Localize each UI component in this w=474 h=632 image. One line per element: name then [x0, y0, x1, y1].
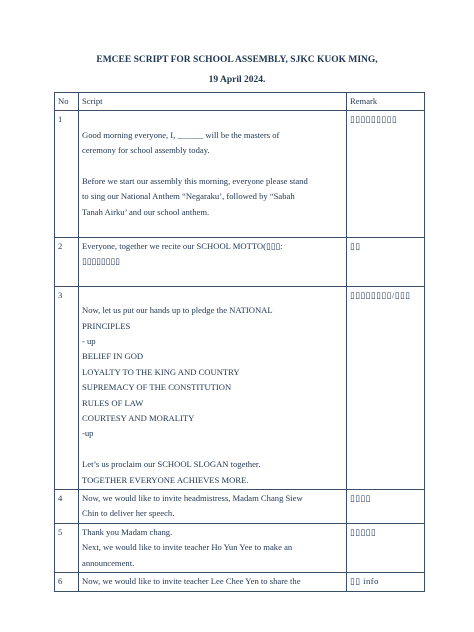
- script-line: -up: [82, 428, 94, 439]
- row-script: [79, 490, 347, 524]
- document-title: EMCEE SCRIPT FOR SCHOOL ASSEMBLY, SJKC KUOK MING,: [96, 55, 378, 65]
- row-remark: ▯▯▯▯▯▯▯▯/▯▯▯: [347, 286, 425, 489]
- script-line: - up: [82, 336, 96, 347]
- script-line: Thank you Madam chang.: [82, 526, 173, 537]
- row-number: 2: [55, 237, 79, 286]
- script-line: SUPREMACY OF THE CONSTITUTION: [82, 382, 232, 393]
- script-line: COURTESY AND MORALITY: [82, 413, 195, 424]
- script-line: announcement.: [82, 557, 135, 568]
- row-number: 3: [55, 286, 79, 489]
- script-line: ceremony for school assembly today.: [82, 145, 210, 156]
- table-row: [55, 286, 425, 489]
- row-remark: ▯▯▯▯: [347, 490, 425, 524]
- row-script: [79, 573, 347, 591]
- row-number: 1: [55, 111, 79, 237]
- row-remark: ▯▯: [347, 237, 425, 286]
- table-row: [55, 237, 425, 286]
- table-row: [55, 490, 425, 524]
- row-script: [79, 286, 347, 489]
- script-line: PRINCIPLES: [82, 320, 131, 331]
- row-script: [79, 237, 347, 286]
- script-line: Chin to deliver her speech.: [82, 508, 175, 519]
- row-remark: ▯▯▯▯▯▯▯▯▯: [347, 111, 425, 237]
- script-line: LOYALTY TO THE KING AND COUNTRY: [82, 366, 240, 377]
- row-script: [79, 111, 347, 237]
- script-line: Before we start our assembly this morning, everyone please stand: [82, 176, 308, 186]
- script-line: Now, we would like to invite teacher Lee Chee Yen to share the: [82, 576, 301, 587]
- row-remark: ▯▯▯▯▯: [347, 523, 425, 572]
- script-line: TOGETHER EVERYONE ACHIEVES MORE.: [82, 474, 249, 485]
- table-header-row: [55, 93, 425, 111]
- document-date: 19 April 2024.: [208, 75, 266, 85]
- row-remark: ▯▯ info: [347, 573, 425, 591]
- script-line: [82, 442, 343, 457]
- script-line: Let’s us proclaim our SCHOOL SLOGAN together.: [82, 459, 261, 470]
- script-line: [82, 112, 343, 127]
- script-table: [54, 92, 425, 592]
- script-line: Tanah Airku’ and our school anthem.: [82, 206, 210, 217]
- table-row: [55, 523, 425, 572]
- script-line: RULES OF LAW: [82, 397, 144, 408]
- row-script: [79, 523, 347, 572]
- script-line: ▯▯▯▯▯▯▯▯: [82, 256, 120, 267]
- row-number: 6: [55, 573, 79, 591]
- script-line: Everyone, together we recite our SCHOOL MOTTO(▯▯▯:: [82, 240, 283, 251]
- row-number: 5: [55, 523, 79, 572]
- script-line: to sing our National Anthem “Negaraku’, followed by “Sabah: [82, 191, 295, 202]
- script-line: Now, let us put our hands up to pledge the NATIONAL: [82, 305, 273, 316]
- table-row: [55, 111, 425, 237]
- header-no: No: [55, 93, 79, 111]
- header-script: Script: [79, 93, 347, 111]
- script-line: [82, 220, 343, 235]
- script-line: [82, 288, 343, 303]
- script-line: BELIEF IN GOD: [82, 351, 144, 362]
- header-remark: Remark: [347, 93, 425, 111]
- script-line: Next, we would like to invite teacher Ho Yun Yee to make an: [82, 542, 293, 553]
- row-number: 4: [55, 490, 79, 524]
- table-row: [55, 573, 425, 591]
- script-line: [82, 269, 343, 284]
- script-line: Now, we would like to invite headmistress, Madam Chang Siew: [82, 493, 303, 504]
- script-line: [82, 159, 343, 174]
- script-line: Good morning everyone, I, ______ will be the masters of: [82, 129, 280, 140]
